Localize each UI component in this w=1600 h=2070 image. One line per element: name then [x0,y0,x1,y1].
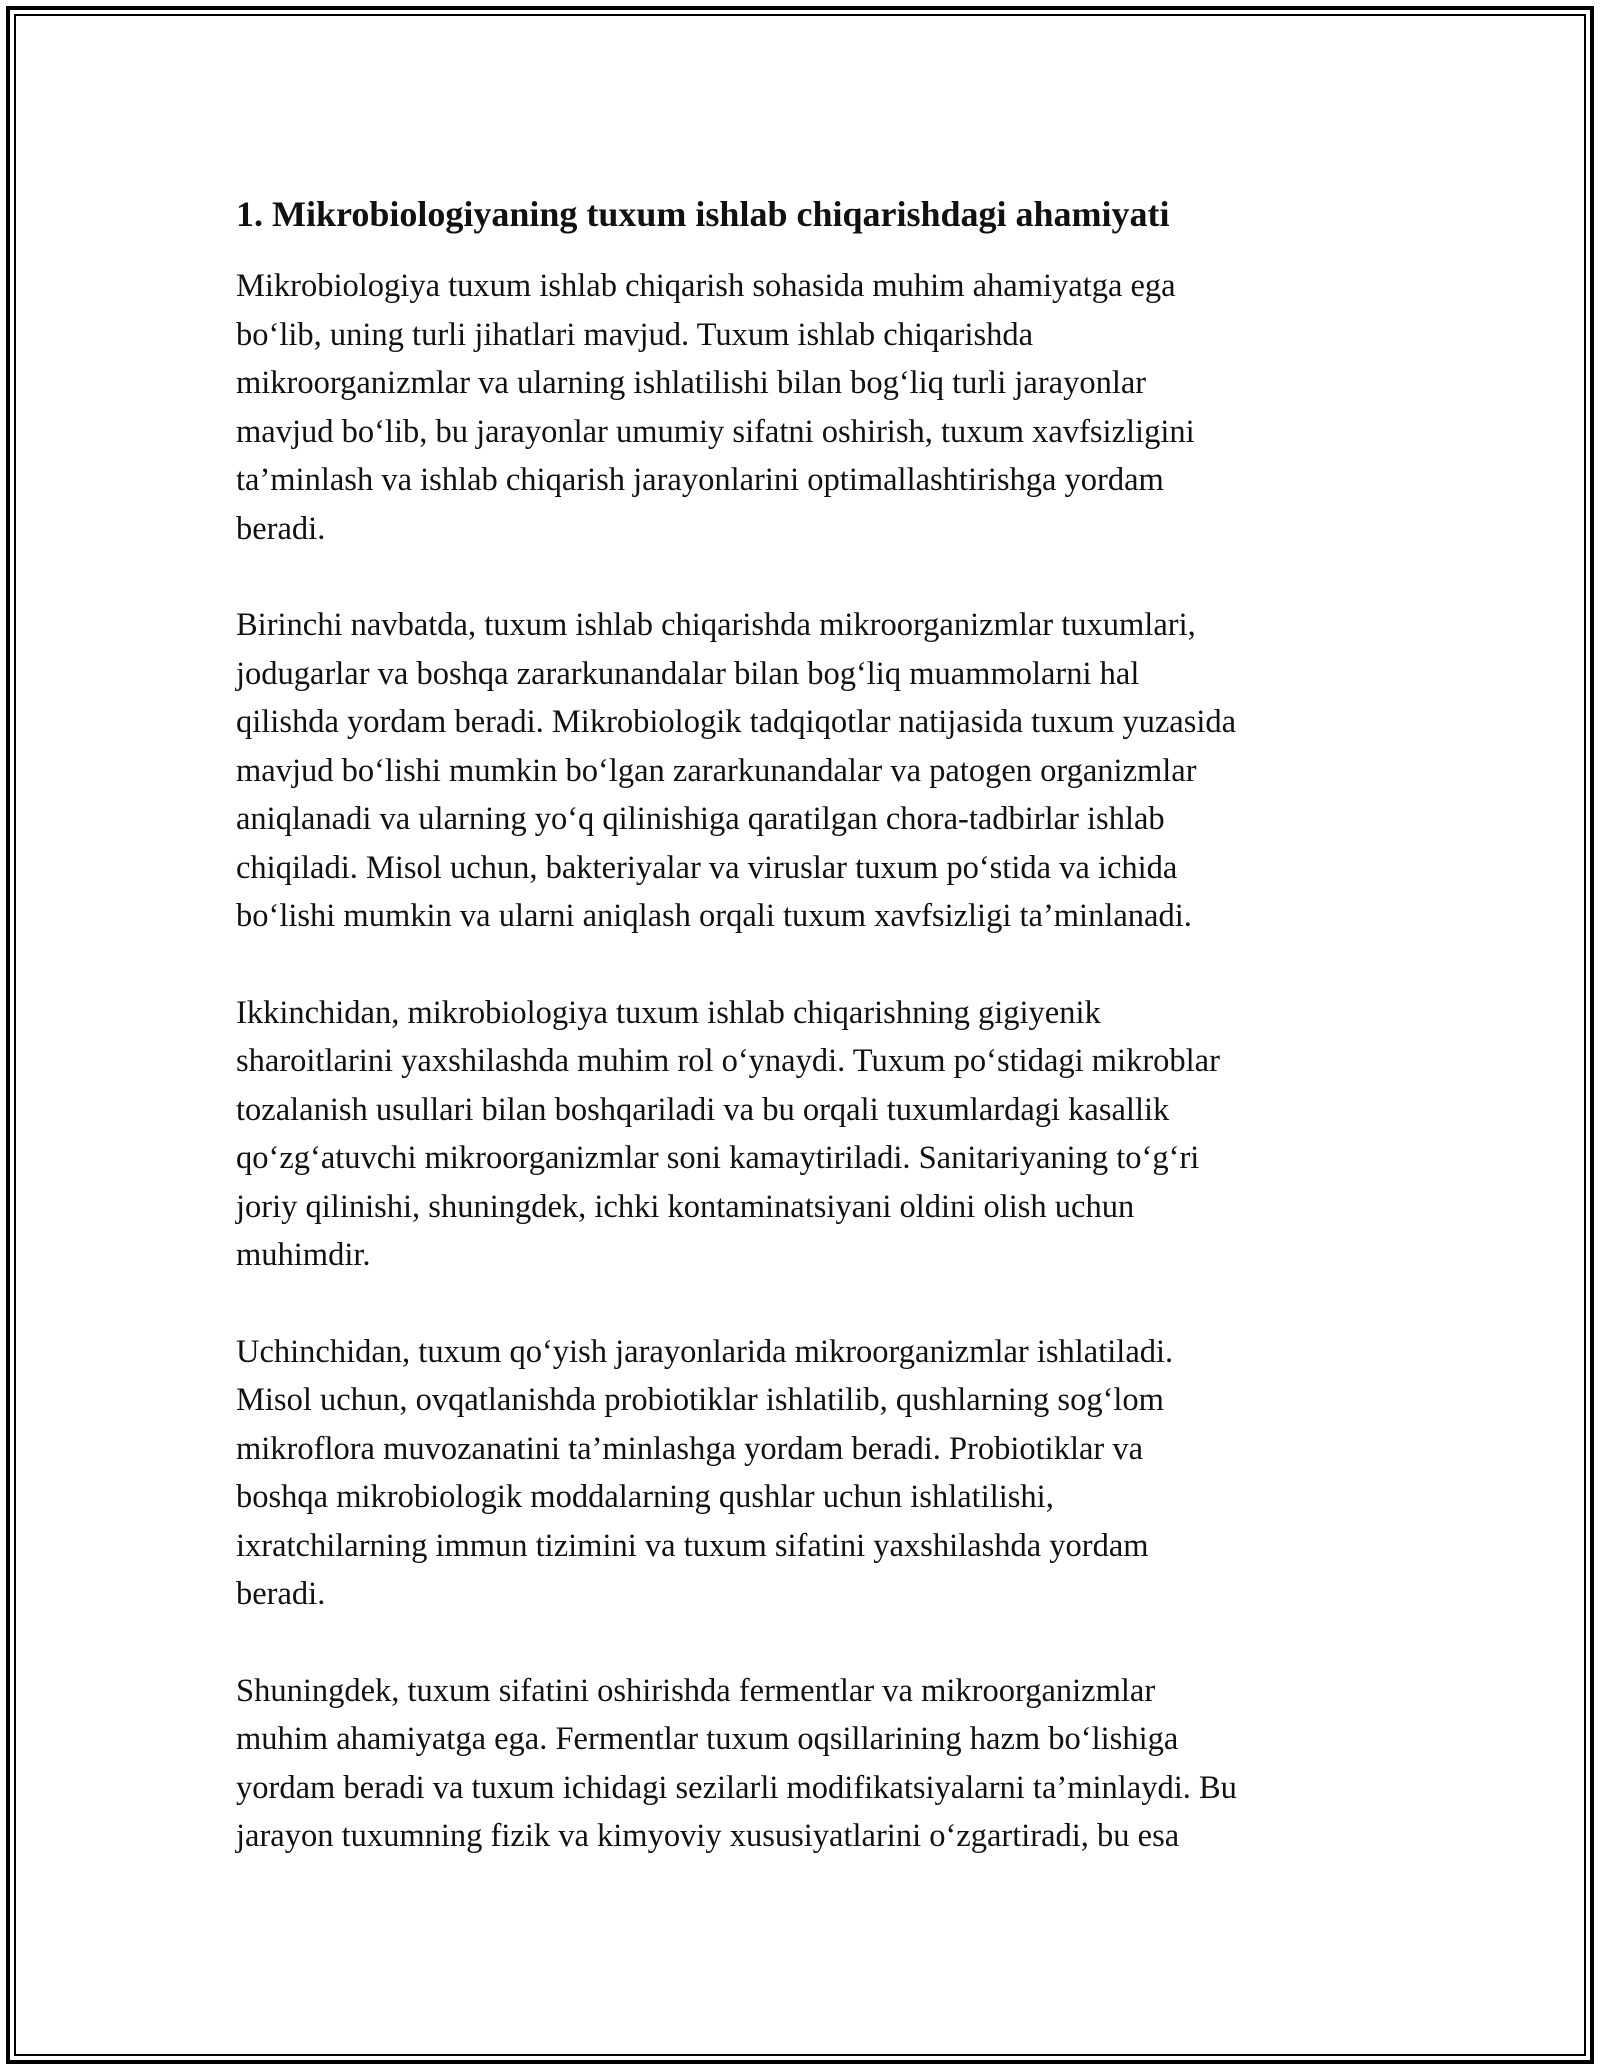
paragraph-line: bo‘lishi mumkin va ularni aniqlash orqali tuxum xavfsizligi ta’minlanadi. [236,898,1192,934]
paragraph-line: boshqa mikrobiologik moddalarning qushlar uchun ishlatilishi, [236,1479,1054,1515]
paragraph-line: muhim ahamiyatga ega. Fermentlar tuxum oqsillarining hazm bo‘lishiga [236,1721,1179,1757]
paragraph-2 [236,601,1366,941]
paragraph-line: ta’minlash va ishlab chiqarish jarayonlarini optimallashtirishga yordam [236,462,1164,498]
paragraph-line: beradi. [236,510,326,547]
paragraph-line: jodugarlar va boshqa zararkunandalar bilan bog‘liq muammolarni hal [236,655,1140,692]
paragraph-line: Mikrobiologiya tuxum ishlab chiqarish sohasida muhim ahamiyatga ega [236,268,1176,304]
paragraph-line: muhimdir. [236,1237,371,1273]
paragraph-line: bo‘lib, uning turli jihatlari mavjud. Tuxum ishlab chiqarishda [236,316,1034,353]
document-page [236,188,1366,1909]
paragraph-5 [236,1667,1366,1861]
paragraph-line: mavjud bo‘lishi mumkin bo‘lgan zararkunandalar va patogen organizmlar [236,752,1197,789]
paragraph-line: chiqiladi. Misol uchun, bakteriyalar va viruslar tuxum po‘stida va ichida [236,849,1178,886]
paragraph-4 [236,1328,1366,1619]
paragraph-line: Ikkinchidan, mikrobiologiya tuxum ishlab chiqarishning gigiyenik [236,994,1101,1031]
paragraph-1 [236,262,1366,553]
paragraph-line: mikroflora muvozanatini ta’minlashga yordam beradi. Probiotiklar va [236,1430,1144,1467]
paragraph-line: qo‘zg‘atuvchi mikroorganizmlar soni kamaytiriladi. Sanitariyaning to‘g‘ri [236,1140,1200,1176]
paragraph-line: Misol uchun, ovqatlanishda probiotiklar ishlatilib, qushlarning sog‘lom [236,1382,1164,1418]
paragraph-line: sharoitlarini yaxshilashda muhim rol o‘ynaydi. Tuxum po‘stidagi mikroblar [236,1043,1220,1079]
document-body [236,262,1366,1861]
paragraph-line: yordam beradi va tuxum ichidagi sezilarli modifikatsiyalarni ta’minlaydi. Bu [236,1769,1237,1806]
paragraph-line: tozalanish usullari bilan boshqariladi va bu orqali tuxumlardagi kasallik [236,1091,1170,1128]
paragraph-line: Shuningdek, tuxum sifatini oshirishda fermentlar va mikroorganizmlar [236,1672,1156,1709]
section-heading: 1. Mikrobiologiyaning tuxum ishlab chiqarishdagi ahamiyati [236,194,1170,234]
paragraph-line: beradi. [236,1576,326,1612]
paragraph-line: jarayon tuxumning fizik va kimyoviy xususiyatlarini o‘zgartiradi, bu esa [236,1818,1180,1854]
paragraph-3 [236,989,1366,1280]
paragraph-line: mavjud bo‘lib, bu jarayonlar umumiy sifatni oshirish, tuxum xavfsizligini [236,413,1195,450]
paragraph-line: aniqlanadi va ularning yo‘q qilinishiga qaratilgan chora-tadbirlar ishlab [236,801,1165,837]
paragraph-line: ixratchilarning immun tizimini va tuxum sifatini yaxshilashda yordam [236,1527,1149,1564]
paragraph-line: joriy qilinishi, shuningdek, ichki kontaminatsiyani oldini olish uchun [236,1188,1135,1225]
paragraph-line: mikroorganizmlar va ularning ishlatilishi bilan bog‘liq turli jarayonlar [236,365,1147,401]
paragraph-line: Birinchi navbatda, tuxum ishlab chiqarishda mikroorganizmlar tuxumlari, [236,607,1196,643]
paragraph-line: Uchinchidan, tuxum qo‘yish jarayonlarida mikroorganizmlar ishlatiladi. [236,1333,1174,1370]
paragraph-line: qilishda yordam beradi. Mikrobiologik tadqiqotlar natijasida tuxum yuzasida [236,704,1237,740]
